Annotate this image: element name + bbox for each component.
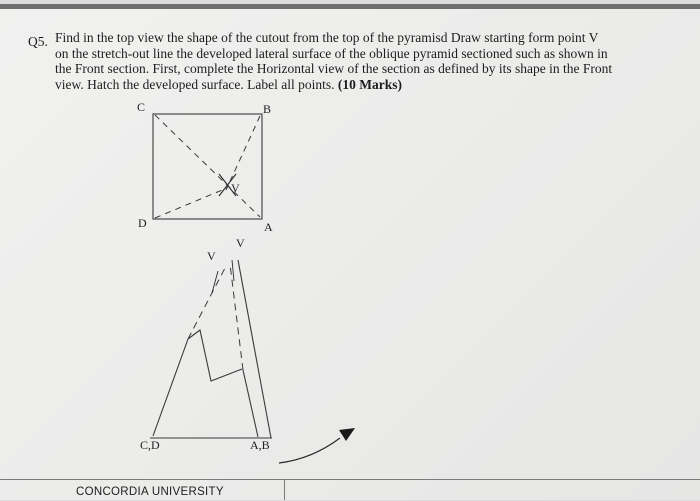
- curved-arrow: [279, 428, 355, 463]
- label-b: B: [263, 102, 272, 116]
- label-v-right: V: [236, 236, 245, 250]
- front-view-right-hidden-edge: [230, 264, 243, 370]
- top-view-line-dv: [155, 188, 227, 218]
- footer-divider: [284, 479, 285, 500]
- label-c: C: [137, 100, 146, 114]
- label-ab: A,B: [250, 438, 270, 452]
- top-view: [137, 100, 273, 234]
- front-view-cutout: [188, 330, 242, 381]
- question-marks: (10 Marks): [337, 76, 403, 92]
- question-number: Q5.: [28, 34, 48, 49]
- label-d: D: [138, 216, 147, 230]
- front-view-stretch-line: [238, 260, 271, 438]
- arrow-head-icon: [339, 428, 355, 441]
- front-view-tick-left: [212, 271, 218, 293]
- label-v-left: V: [207, 249, 216, 263]
- front-view-tick-right: [232, 260, 234, 281]
- label-cd: C,D: [140, 438, 160, 452]
- top-view-diagonal-cb: [155, 115, 260, 217]
- front-view-left-edge: [153, 339, 188, 436]
- question-body: Find in the top view the shape of the cutout from the top of the pyramisd Draw starting form point V on the stretch-out line the developed lateral surface of the oblique pyramid sectioned such as shown in the Front section. First, complete the Horizontal view of the section as defined by its shape in the Front view. Hatch the developed surface. Label all points.: [55, 30, 613, 92]
- top-view-line-bv: [226, 116, 260, 190]
- front-view-left-hidden-edge: [188, 268, 225, 339]
- label-v-top: V: [231, 181, 240, 195]
- front-view: [140, 236, 272, 452]
- arrow-shaft: [279, 438, 340, 463]
- front-view-right-edge: [243, 370, 258, 437]
- footer-institution: CONCORDIA UNIVERSITY: [76, 486, 224, 498]
- label-a: A: [264, 220, 273, 234]
